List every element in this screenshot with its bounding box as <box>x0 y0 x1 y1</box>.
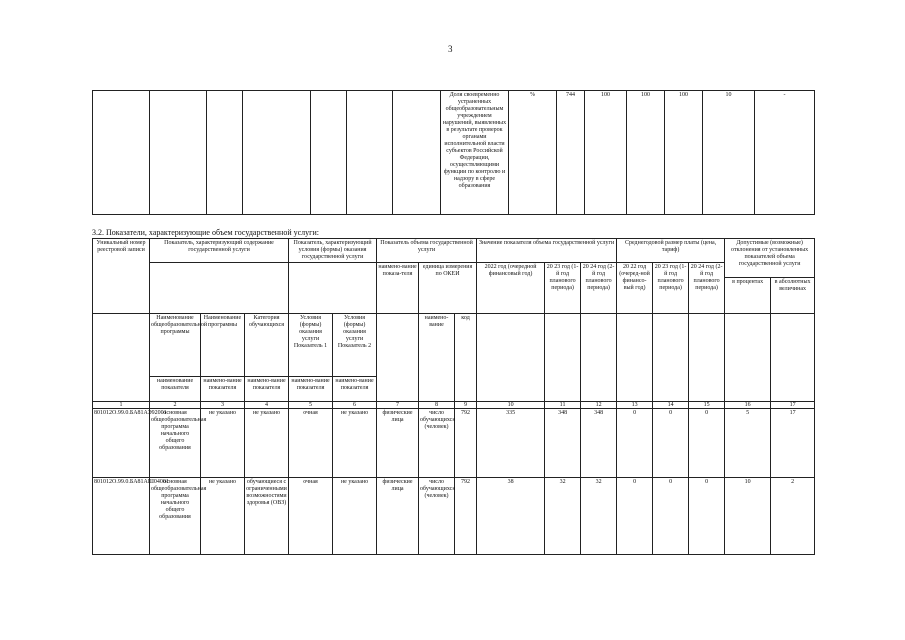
hdr-sub-form-2: Условия (формы) оказания услуги Показатель 2 <box>333 314 377 377</box>
cell-empty <box>150 91 207 215</box>
row-indicator: физические лица <box>377 409 419 478</box>
col-number: 13 <box>617 402 653 409</box>
volume-indicators-table <box>92 238 815 555</box>
hdr-content-sub <box>150 263 289 314</box>
col-number: 12 <box>581 402 617 409</box>
row-y3: 32 <box>581 478 617 555</box>
row-dev-abs: 17 <box>771 409 815 478</box>
hdr-indicator-name: наимено-вание показа-теля <box>377 263 419 314</box>
quality-value-1: 100 <box>585 91 627 215</box>
hdr-name-4: наимено-вание показателя <box>289 377 333 402</box>
row-y2: 32 <box>545 478 581 555</box>
quality-value-2: 100 <box>627 91 665 215</box>
row-p1: 0 <box>617 478 653 555</box>
row-prog-name: не указано <box>201 409 245 478</box>
col-number: 10 <box>477 402 545 409</box>
hdr-deviations: Допустимые (возможные) отклонения от установленных показателей объема государственной услуги <box>725 239 815 278</box>
row-prog-name: не указано <box>201 478 245 555</box>
row-form: очная <box>289 409 333 478</box>
hdr-sub-program: Наименование общеобразовательной программы <box>150 314 201 377</box>
hdr-sub-prog-name: Наименование программы <box>201 314 245 377</box>
row-unit: число обучающихся (человек) <box>419 409 455 478</box>
hdr-unit-name: наимено-вание <box>419 314 455 402</box>
row-registry-id: 801012О.99.0.БА81АЭ92001 <box>93 409 150 478</box>
col-number: 3 <box>201 402 245 409</box>
hdr-avg-fee: Среднегодовой размер платы (цена, тариф) <box>617 239 725 263</box>
col-number: 9 <box>455 402 477 409</box>
col-number: 16 <box>725 402 771 409</box>
section-title: 3.2. Показатели, характеризующие объем государственной услуги: <box>92 228 319 237</box>
row-y1: 38 <box>477 478 545 555</box>
hdr-name-2: наимено-вание показателя <box>201 377 245 402</box>
cell-empty <box>93 91 150 215</box>
col-number: 11 <box>545 402 581 409</box>
quality-dev-pct: 10 <box>703 91 755 215</box>
hdr-p-spacer-3 <box>689 314 725 402</box>
quality-code: 744 <box>557 91 585 215</box>
hdr-unit-code: код <box>455 314 477 402</box>
hdr-id-spacer <box>93 314 150 402</box>
quality-dev-abs: - <box>755 91 815 215</box>
row-form-2: не указано <box>333 409 377 478</box>
row-p3: 0 <box>689 478 725 555</box>
hdr-volume-indicator: Показатель объема государственной услуги <box>377 239 477 263</box>
hdr-sub-category: Категория обучающихся <box>245 314 289 377</box>
hdr-year-1: 2022 год (очередной финансовый год) <box>477 263 545 314</box>
col-number: 6 <box>333 402 377 409</box>
col-number: 5 <box>289 402 333 409</box>
col-number: 7 <box>377 402 419 409</box>
cell-empty <box>311 91 347 215</box>
row-program: основная общеобразовательная программа начального общего образования <box>150 409 201 478</box>
row-y1: 335 <box>477 409 545 478</box>
hdr-year-3: 20 24 год (2-й год планового периода) <box>581 263 617 314</box>
hdr-fee-year-2: 20 23 год (1-й год планового периода) <box>653 263 689 314</box>
cell-empty <box>243 91 311 215</box>
hdr-d-spacer-1 <box>725 314 771 402</box>
row-program: основная общеобразовательная программа начального общего образования <box>150 478 201 555</box>
hdr-sub-form-1: Условия (формы) оказания услуги Показатель 1 <box>289 314 333 377</box>
cell-empty <box>347 91 393 215</box>
col-number: 4 <box>245 402 289 409</box>
hdr-name-1: наименование показателя <box>150 377 201 402</box>
col-number: 1 <box>93 402 150 409</box>
hdr-ind-spacer <box>377 314 419 402</box>
hdr-name-5: наимено-вание показателя <box>333 377 377 402</box>
indicator-quality-table <box>92 90 815 215</box>
hdr-v-spacer-3 <box>581 314 617 402</box>
row-form: очная <box>289 478 333 555</box>
row-dev-pct: 10 <box>725 478 771 555</box>
hdr-year-2: 20 23 год (1-й год планового периода) <box>545 263 581 314</box>
row-y3: 348 <box>581 409 617 478</box>
hdr-name-3: наимено-вание показателя <box>245 377 289 402</box>
hdr-d-spacer-2 <box>771 314 815 402</box>
row-p2: 0 <box>653 478 689 555</box>
hdr-p-spacer-2 <box>653 314 689 402</box>
hdr-registry-number: Уникальный номер реестровой записи <box>93 239 150 314</box>
row-unit: число обучающихся (человек) <box>419 478 455 555</box>
quality-indicator-name: Доля своевременно устраненных общеобразовательным учреждением нарушений, выявленных в результате проверок органами исполнительной власти субъектов Российской Федерации, осуществляющими функции по контролю и надзору в сфере образования <box>441 91 509 215</box>
hdr-fee-year-1: 20 22 год (очеред-ной финансо-вый год) <box>617 263 653 314</box>
page-number: 3 <box>448 44 453 54</box>
row-dev-abs: 2 <box>771 478 815 555</box>
col-number: 2 <box>150 402 201 409</box>
quality-unit: % <box>509 91 557 215</box>
row-category: обучающиеся с ограниченными возможностями здоровья (ОВЗ) <box>245 478 289 555</box>
row-p1: 0 <box>617 409 653 478</box>
row-p3: 0 <box>689 409 725 478</box>
row-registry-id: 801012О.99.0.БА81АШ04001 <box>93 478 150 555</box>
hdr-unit-okei: единица измерения по ОКЕИ <box>419 263 477 314</box>
table-row <box>93 478 815 555</box>
col-number: 15 <box>689 402 725 409</box>
hdr-fee-year-3: 20 24 год (2-й год планового периода) <box>689 263 725 314</box>
hdr-p-spacer-1 <box>617 314 653 402</box>
cell-empty <box>207 91 243 215</box>
hdr-volume-value: Значение показателя объема государственной услуги <box>477 239 617 263</box>
row-y2: 348 <box>545 409 581 478</box>
hdr-content-indicator: Показатель, характеризующий содержание государственной услуги <box>150 239 289 263</box>
row-form-2: не указано <box>333 478 377 555</box>
col-number: 14 <box>653 402 689 409</box>
hdr-v-spacer-1 <box>477 314 545 402</box>
hdr-dev-pct: в процентах <box>725 277 771 313</box>
row-code: 792 <box>455 478 477 555</box>
col-number: 17 <box>771 402 815 409</box>
hdr-conditions-indicator: Показатель, характеризующий условия (формы) оказания государственной услуги <box>289 239 377 263</box>
table-row <box>93 409 815 478</box>
hdr-dev-abs: в абсолютных величинах <box>771 277 815 313</box>
hdr-v-spacer-2 <box>545 314 581 402</box>
row-code: 792 <box>455 409 477 478</box>
row-indicator: физические лица <box>377 478 419 555</box>
row-p2: 0 <box>653 409 689 478</box>
quality-value-3: 100 <box>665 91 703 215</box>
col-number: 8 <box>419 402 455 409</box>
hdr-conditions-sub <box>289 263 377 314</box>
row-category: не указано <box>245 409 289 478</box>
row-dev-pct: 5 <box>725 409 771 478</box>
cell-empty <box>393 91 441 215</box>
